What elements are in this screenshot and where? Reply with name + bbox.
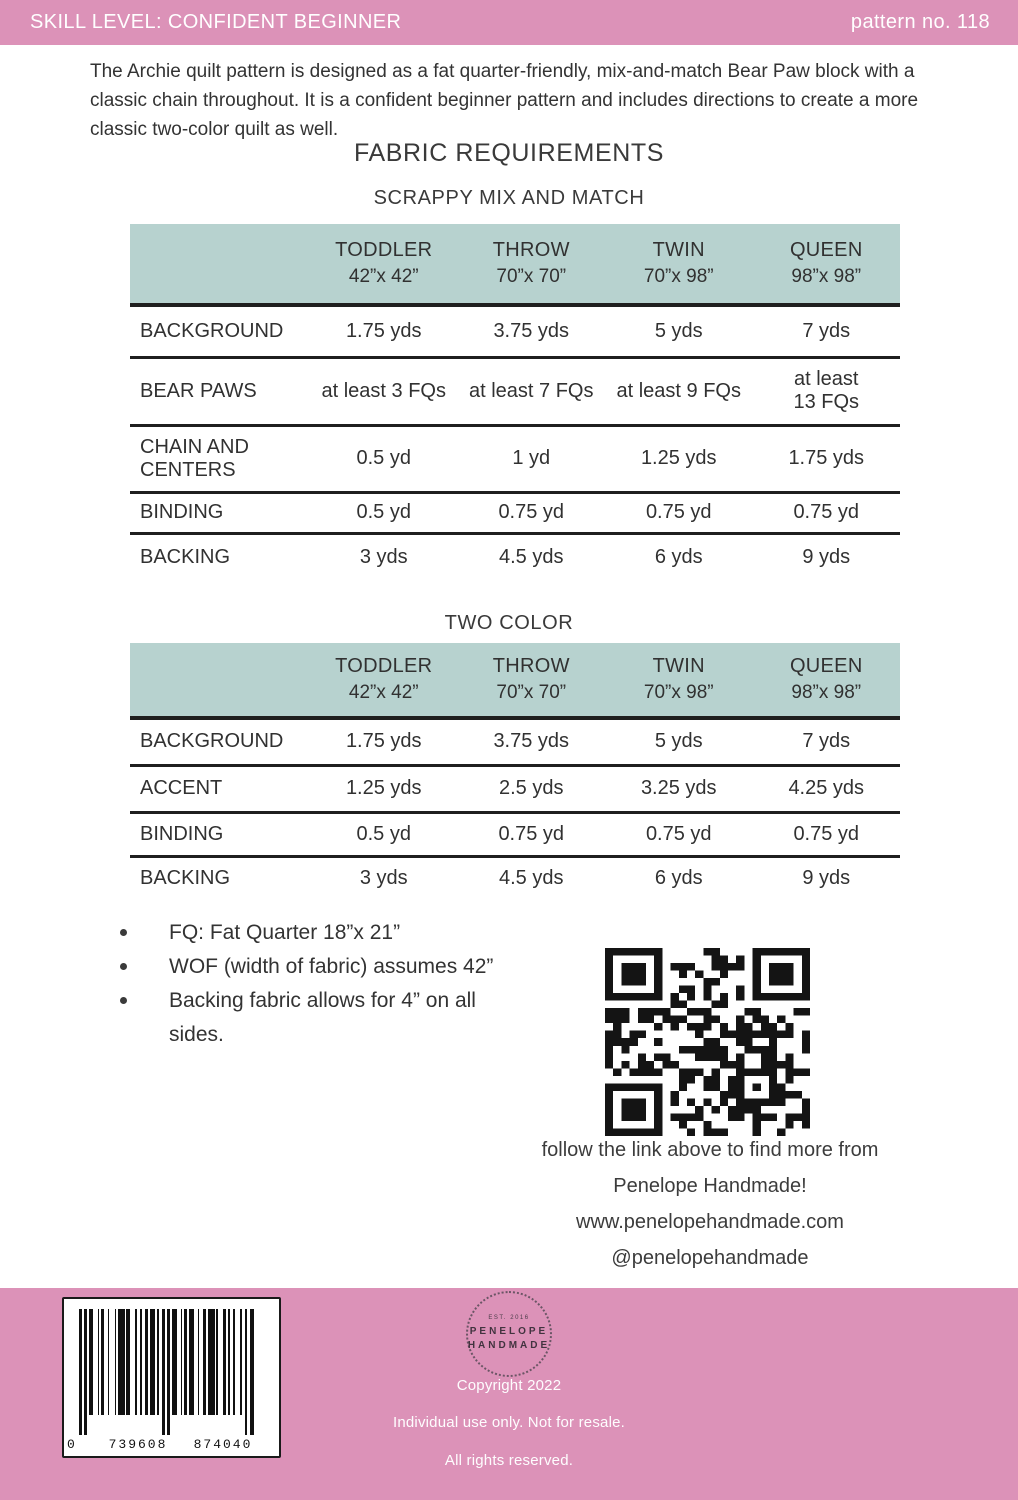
cell-value: at least 7 FQs (458, 357, 606, 425)
barcode-digits (64, 1436, 279, 1452)
column-size: 70”x 98” (643, 266, 714, 287)
cell-value: 6 yds (654, 867, 703, 890)
cell-value: 0.75 yd (605, 812, 753, 856)
cell-value: 0.75 yd (458, 812, 606, 856)
column-header-throw (458, 224, 606, 305)
row-label: BEAR PAWS (130, 357, 310, 425)
cell-value: 5 yds (605, 718, 753, 765)
column-name: TODDLER (335, 239, 433, 261)
column-name: TWIN (652, 655, 705, 677)
column-size: 70”x 70” (496, 682, 567, 703)
column-header-toddler (310, 224, 458, 305)
cell-value: 9 yds (802, 867, 851, 890)
column-name: TODDLER (335, 655, 433, 677)
column-header-twin (605, 224, 753, 305)
follow-line1: follow the link above to find more from (541, 1139, 879, 1161)
cell-value: 0.5 yd (310, 492, 458, 533)
column-name: QUEEN (789, 239, 863, 261)
rights-text: All rights reserved. (444, 1452, 574, 1469)
column-name: QUEEN (789, 655, 863, 677)
cell-value: 3.75 yds (458, 718, 606, 765)
cell-value: 0.5 yd (310, 812, 458, 856)
table-row-background (130, 305, 900, 357)
top-bar (0, 0, 1018, 45)
column-name: TWIN (652, 239, 705, 261)
bullet-icon (120, 929, 127, 936)
cell-value: 4.5 yds (499, 867, 564, 890)
row-label: BACKGROUND (130, 305, 310, 357)
two-color-table-title: TWO COLOR (444, 612, 574, 634)
column-size: 70”x 70” (496, 266, 567, 287)
column-size: 98”x 98” (791, 266, 862, 287)
notes-list (120, 916, 522, 1052)
follow-line2: Penelope Handmade! (613, 1175, 807, 1197)
row-label: BACKING (140, 867, 231, 890)
footer (0, 1288, 1018, 1500)
cell-value: 0.75 yd (753, 812, 901, 856)
cell-value: 1.25 yds (605, 425, 753, 492)
barcode-group1: 739608 (108, 1437, 168, 1452)
scrappy-table (130, 224, 900, 580)
column-size: 98”x 98” (791, 682, 862, 703)
row-label: BACKGROUND (130, 718, 310, 765)
social-handle: @penelopehandmade (611, 1247, 809, 1269)
logo-name-line1: PENELOPE (469, 1326, 549, 1337)
header-spacer-cell (130, 643, 310, 718)
logo-est-text: EST. 2016 (488, 1315, 530, 1321)
table-row-backing (130, 533, 900, 580)
table-row-accent (130, 765, 900, 812)
note-item (120, 950, 522, 984)
note-item (120, 984, 522, 1052)
cell-value: at least 13 FQs (753, 357, 901, 425)
column-name: THROW (492, 655, 570, 677)
column-size: 42”x 42” (348, 266, 419, 287)
barcode-group2: 874040 (193, 1437, 253, 1452)
cell-value: at least 9 FQs (605, 357, 753, 425)
cell-value: 3 yds (359, 545, 408, 568)
two-color-table (130, 643, 900, 900)
cell-value: 1.25 yds (310, 765, 458, 812)
cell-value: 7 yds (753, 305, 901, 357)
cell-value: 9 yds (802, 545, 851, 568)
cell-value: 3 yds (359, 867, 408, 890)
website-url: www.penelopehandmade.com (576, 1211, 844, 1233)
cell-value: 2.5 yds (458, 765, 606, 812)
cell-value: 1.75 yds (753, 425, 901, 492)
column-header-queen (753, 643, 901, 718)
note-text: FQ: Fat Quarter 18”x 21” (169, 921, 401, 944)
cell-value: at least 3 FQs (310, 357, 458, 425)
cell-value: 4.25 yds (753, 765, 901, 812)
row-label: BACKING (140, 545, 231, 568)
cell-value: 1.75 yds (310, 305, 458, 357)
cell-value: 0.75 yd (605, 492, 753, 533)
copyright-text: Copyright 2022 (456, 1377, 562, 1394)
column-header-throw (458, 643, 606, 718)
column-name: THROW (492, 239, 570, 261)
note-item (120, 916, 522, 950)
column-size: 70”x 98” (643, 682, 714, 703)
note-text: Backing fabric allows for 4” on all sides. (169, 989, 476, 1046)
column-header-toddler (310, 643, 458, 718)
follow-text-block (430, 1138, 990, 1282)
table-row-binding (130, 812, 900, 856)
barcode-lead-digit: 0 (67, 1437, 75, 1452)
cell-value: 0.75 yd (753, 492, 901, 533)
cell-value: 3.25 yds (605, 765, 753, 812)
cell-value: 3.75 yds (458, 305, 606, 357)
column-header-queen (753, 224, 901, 305)
fabric-requirements-title: FABRIC REQUIREMENTS (353, 139, 665, 167)
column-size: 42”x 42” (348, 682, 419, 703)
two-color-table-header (130, 643, 900, 718)
usage-text: Individual use only. Not for resale. (392, 1414, 626, 1431)
row-label: BINDING (130, 812, 310, 856)
column-header-twin (605, 643, 753, 718)
cell-value: 1 yd (458, 425, 606, 492)
scrappy-table-title: SCRAPPY MIX AND MATCH (373, 187, 645, 209)
scrappy-table-header (130, 224, 900, 305)
skill-level-label: SKILL LEVEL: CONFIDENT BEGINNER (30, 11, 402, 33)
cell-value: 4.5 yds (499, 545, 564, 568)
table-row-background (130, 718, 900, 765)
qr-code (605, 948, 810, 1136)
table-row-binding (130, 492, 900, 533)
cell-value: 0.75 yd (458, 492, 606, 533)
brand-logo-wreath-icon (466, 1291, 552, 1377)
row-label: ACCENT (130, 765, 310, 812)
row-label: BINDING (130, 492, 310, 533)
table-row-backing (130, 856, 900, 900)
cell-value: 1.75 yds (310, 718, 458, 765)
cell-value: 5 yds (605, 305, 753, 357)
header-spacer-cell (130, 224, 310, 305)
bullet-icon (120, 963, 127, 970)
note-text: WOF (width of fabric) assumes 42” (169, 955, 494, 978)
pattern-number: pattern no. 118 (850, 11, 990, 33)
table-row-chain-and-centers (130, 425, 900, 492)
cell-value: 0.5 yd (310, 425, 458, 492)
intro-paragraph: The Archie quilt pattern is designed as a fat quarter-friendly, mix-and-match Bear Paw block with a classic chain throughout. It is a confident beginner pattern and includes directions to create a more classic two-color quilt as well. (90, 61, 919, 140)
logo-name-line2: HANDMADE (467, 1340, 551, 1351)
cell-value: 6 yds (654, 545, 703, 568)
row-label: CHAIN AND CENTERS (130, 425, 310, 492)
cell-value: 7 yds (753, 718, 901, 765)
bullet-icon (120, 997, 127, 1004)
table-row-bear-paws (130, 357, 900, 425)
